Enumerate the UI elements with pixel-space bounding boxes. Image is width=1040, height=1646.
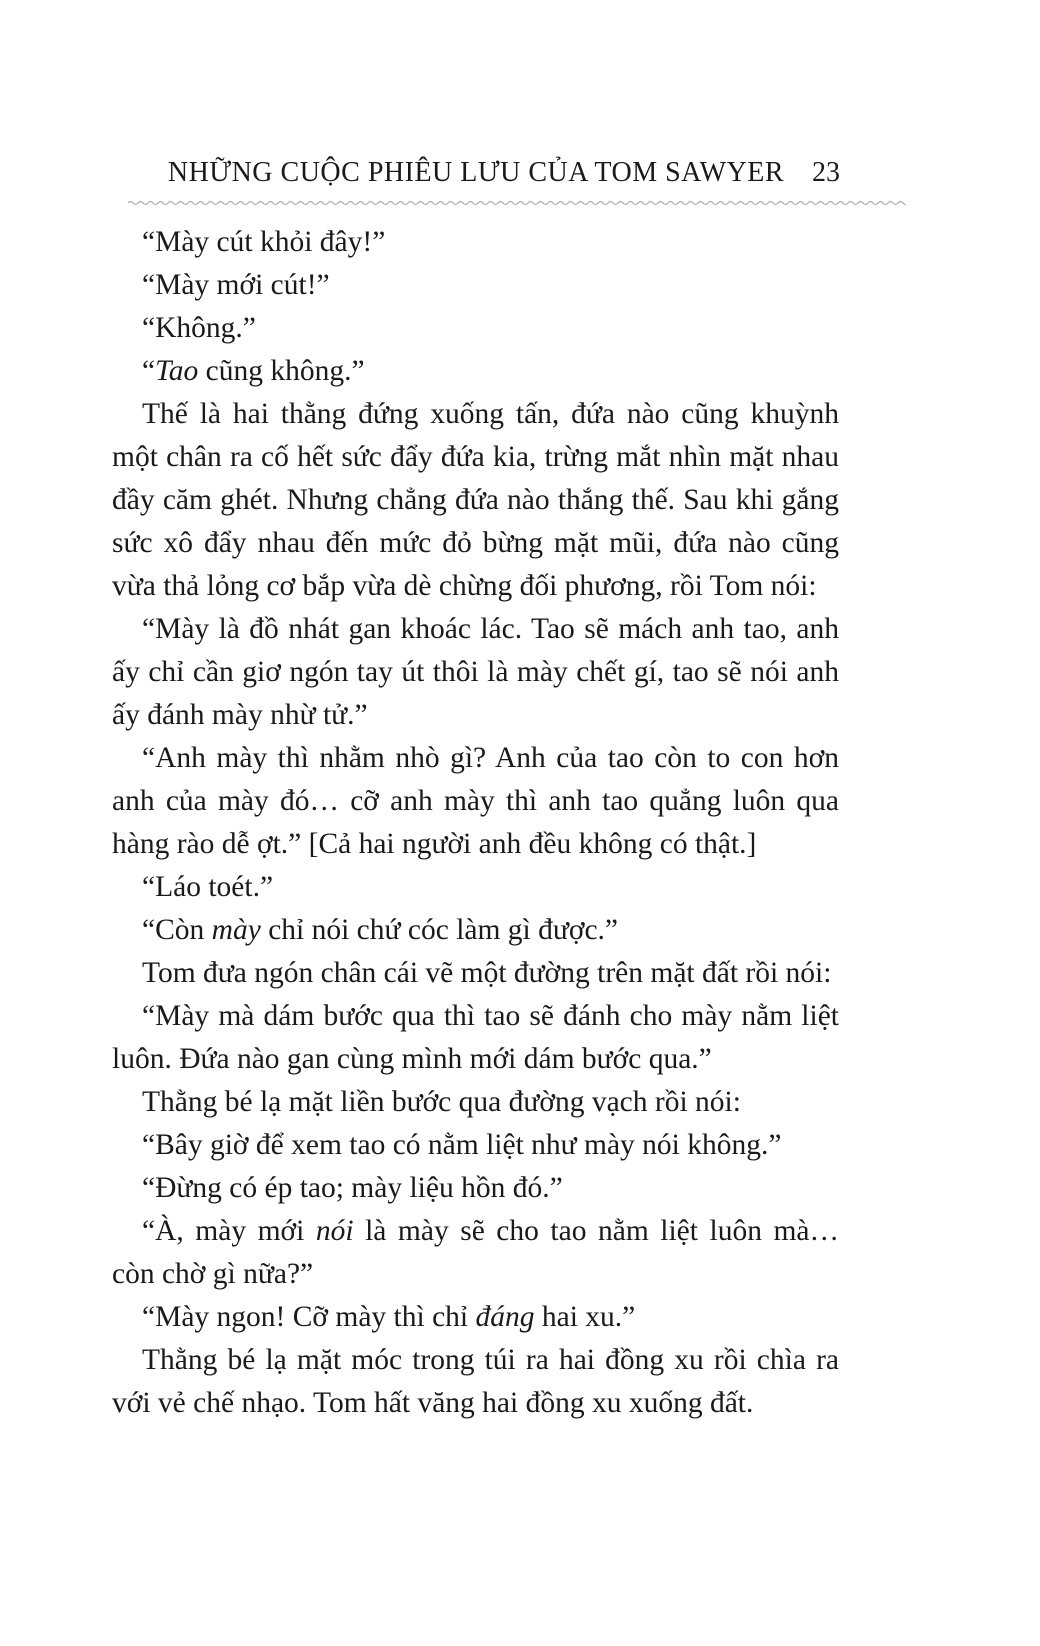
text-segment: Thằng bé lạ mặt móc trong túi ra hai đồng xu rồi chìa ra với vẻ chế nhạo. Tom hất văng hai đồng xu xuống đất. xyxy=(112,1344,839,1419)
text-segment: mày xyxy=(211,914,261,946)
page-number: 23 xyxy=(812,157,840,188)
text-segment: “Không.” xyxy=(142,312,256,344)
paragraph xyxy=(112,952,839,995)
paragraph xyxy=(112,350,839,393)
paragraph xyxy=(112,1296,839,1339)
paragraph xyxy=(112,221,839,264)
paragraph xyxy=(112,264,839,307)
paragraph xyxy=(112,737,839,866)
paragraph xyxy=(112,1210,839,1296)
text-segment: “Mày mới cút!” xyxy=(142,269,330,301)
paragraph xyxy=(112,866,839,909)
paragraph xyxy=(112,909,839,952)
text-segment: “Còn xyxy=(142,914,212,946)
text-segment: hai xu.” xyxy=(534,1301,636,1333)
text-segment: Thế là hai thằng đứng xuống tấn, đứa nào cũng khuỳnh một chân ra cố hết sức đẩy đứa kia, trừng mắt nhìn mặt nhau đầy căm ghét. Nhưng chẳng đứa nào thắng thế. Sau khi gắng sức xô đẩy nhau đến mức đỏ bừng mặt mũi, đứa nào cũng vừa thả lỏng cơ bắp vừa dè chừng đối phương, rồi Tom nói: xyxy=(112,398,839,602)
text-segment: Tao xyxy=(155,355,199,387)
text-segment: là mày sẽ cho tao nằm liệt luôn mà… còn chờ gì nữa?” xyxy=(112,1215,839,1290)
text-segment: “Mày cút khỏi đây!” xyxy=(142,226,386,258)
text-segment: nói xyxy=(315,1215,354,1247)
page-body xyxy=(112,221,839,1425)
text-segment: “Láo toét.” xyxy=(142,871,274,903)
text-block xyxy=(112,221,839,1425)
text-segment: Tom đưa ngón chân cái vẽ một đường trên mặt đất rồi nói: xyxy=(142,957,832,989)
paragraph xyxy=(112,608,839,737)
text-segment: “Anh mày thì nhằm nhò gì? Anh của tao còn to con hơn anh của mày đó… cỡ anh mày thì anh tao quẳng luôn qua hàng rào dễ ợt.” [Cả hai người anh đều không có thật.] xyxy=(112,742,839,860)
text-segment: “Mày ngon! Cỡ mày thì chỉ xyxy=(142,1301,476,1333)
text-segment: “Bây giờ để xem tao có nằm liệt như mày nói không.” xyxy=(142,1129,782,1161)
text-segment: “Mày là đồ nhát gan khoác lác. Tao sẽ mách anh tao, anh ấy chỉ cần giơ ngón tay út thôi là mày chết gí, tao sẽ nói anh ấy đánh mày nhừ tử.” xyxy=(112,613,839,731)
text-segment: “À, mày mới xyxy=(142,1215,316,1247)
paragraph xyxy=(112,393,839,608)
paragraph xyxy=(112,1339,839,1425)
paragraph xyxy=(112,1167,839,1210)
wavy-separator-line xyxy=(128,199,906,207)
paragraph xyxy=(112,1124,839,1167)
paragraph xyxy=(112,995,839,1081)
running-head xyxy=(112,157,840,189)
paragraph xyxy=(112,1081,839,1124)
text-segment: “Đừng có ép tao; mày liệu hồn đó.” xyxy=(142,1172,563,1204)
text-segment: “ xyxy=(142,355,156,387)
text-segment: đáng xyxy=(475,1301,535,1333)
text-segment: Thằng bé lạ mặt liền bước qua đường vạch rồi nói: xyxy=(142,1086,741,1118)
text-segment: “Mày mà dám bước qua thì tao sẽ đánh cho mày nằm liệt luôn. Đứa nào gan cùng mình mới dám bước qua.” xyxy=(112,1000,839,1075)
text-segment: chỉ nói chứ cóc làm gì được.” xyxy=(260,914,619,946)
paragraph xyxy=(112,307,839,350)
text-segment: cũng không.” xyxy=(198,355,365,387)
running-title: NHỮNG CUỘC PHIÊU LƯU CỦA TOM SAWYER xyxy=(167,157,785,188)
